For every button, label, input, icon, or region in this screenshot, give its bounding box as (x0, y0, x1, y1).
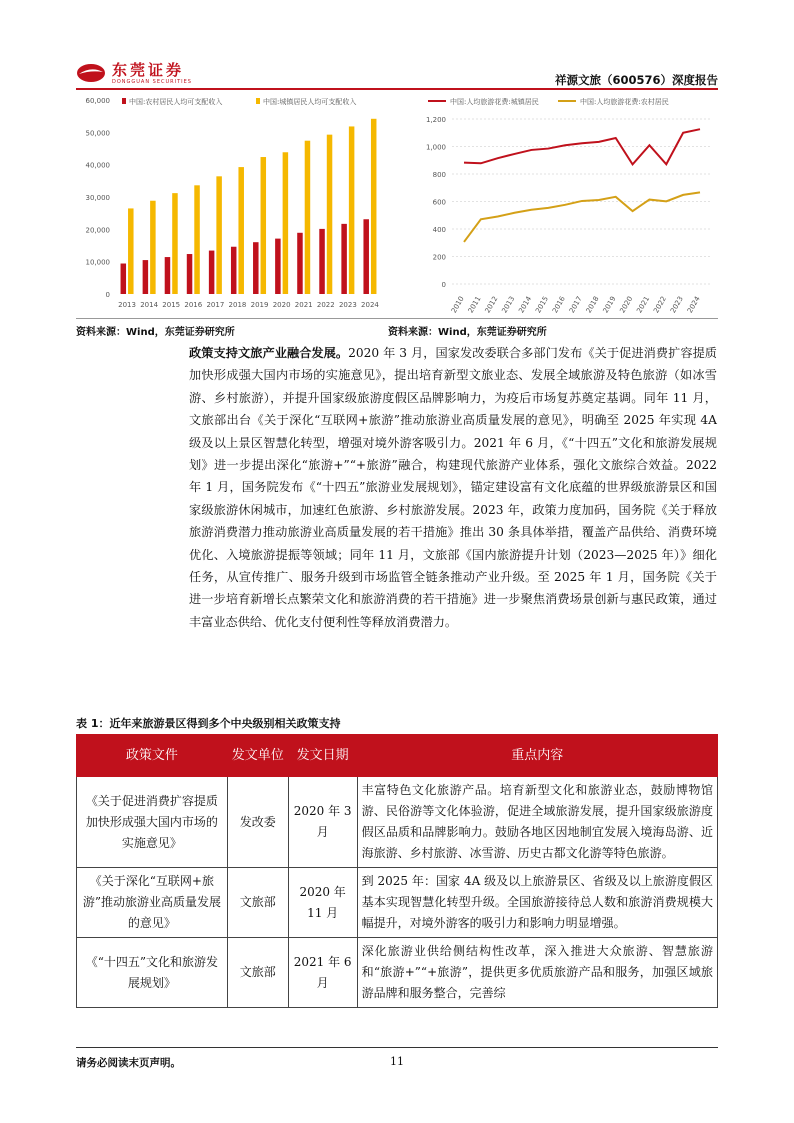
bar-rural (341, 224, 347, 294)
page-number: 11 (390, 1055, 404, 1068)
header-content: 重点内容 (357, 735, 717, 777)
header-date: 发文日期 (288, 735, 357, 777)
page-header (76, 52, 718, 88)
bar-rural (165, 257, 171, 294)
x-tick-label: 2018 (584, 295, 601, 315)
legend-label: 中国:城镇居民人均可支配收入 (263, 98, 357, 106)
bar-rural (319, 229, 325, 294)
x-tick-label: 2022 (652, 295, 669, 315)
x-tick-label: 2015 (162, 301, 181, 309)
x-tick-label: 2015 (534, 295, 551, 315)
y-tick-label: 200 (432, 253, 446, 262)
x-tick-label: 2013 (118, 301, 136, 309)
bar-rural (209, 251, 215, 294)
legend-label: 中国:农村居民人均可支配收入 (129, 98, 223, 106)
y-tick-label: 0 (105, 291, 110, 299)
x-tick-label: 2014 (517, 295, 534, 315)
bar-urban (172, 193, 178, 294)
x-tick-label: 2024 (361, 301, 379, 309)
bar-urban (238, 167, 244, 294)
cell-unit: 文旅部 (227, 938, 288, 1008)
legend-label: 中国:人均旅游花费:农村居民 (580, 98, 669, 106)
x-tick-label: 2013 (500, 295, 517, 315)
x-tick-label: 2011 (466, 295, 483, 315)
bar-rural (297, 233, 303, 294)
x-tick-label: 2023 (338, 301, 357, 309)
cell-content: 到 2025 年：国家 4A 级及以上旅游景区、省级及以上旅游度假区基本实现智慧化转型升级。全国旅游接待总人数和旅游消费规模大幅提升，对境外游客的吸引力和影响力明显增强。 (357, 868, 717, 938)
x-tick-label: 2016 (184, 301, 203, 309)
x-tick-label: 2020 (618, 295, 635, 315)
x-tick-label: 2024 (685, 295, 702, 315)
table-row (77, 777, 718, 868)
footer-divider (76, 1047, 718, 1048)
y-tick-label: 60,000 (85, 97, 110, 105)
header-doc: 政策文件 (77, 735, 228, 777)
source-right: 资料来源：Wind，东莞证券研究所 (388, 327, 547, 338)
line-rural (464, 192, 700, 242)
table-title: 表 1：近年来旅游景区得到多个中央级别相关政策支持 (76, 717, 341, 730)
bar-urban (283, 152, 289, 294)
x-tick-label: 2022 (316, 301, 335, 309)
paragraph-lead: 政策支持文旅产业融合发展。 (189, 346, 349, 360)
y-tick-label: 800 (432, 171, 446, 179)
y-tick-label: 0 (441, 281, 446, 289)
bar-rural (231, 247, 237, 294)
y-tick-label: 1,000 (425, 143, 446, 152)
legend-swatch (256, 98, 260, 104)
cell-content: 丰富特色文化旅游产品。培育新型文化和旅游业态，鼓励博物馆游、民俗游等文化体验游，促进全域旅游发展，提升国家级旅游度假区品质和品牌影响力。鼓励各地区因地制宜发展入境海岛游、近海旅游、乡村旅游、冰雪游、历史古都文化游等特色旅游。 (357, 777, 717, 868)
y-tick-label: 50,000 (85, 129, 110, 138)
cell-unit: 文旅部 (227, 868, 288, 938)
legend-swatch (122, 98, 126, 104)
legend-label: 中国:人均旅游花费:城镇居民 (450, 98, 539, 106)
bar-rural (143, 260, 149, 294)
bar-urban (150, 201, 156, 294)
y-tick-label: 30,000 (85, 194, 110, 202)
cell-date: 2020 年 3 月 (288, 777, 357, 868)
y-tick-label: 40,000 (85, 161, 110, 170)
source-left: 资料来源：Wind，东莞证券研究所 (76, 327, 235, 338)
company-name: 东莞证券 (112, 61, 185, 79)
cell-doc: 《关于促进消费扩容提质加快形成强大国内市场的实施意见》 (77, 777, 228, 868)
cell-content: 深化旅游业供给侧结构性改革，深入推进大众旅游、智慧旅游和“旅游+”“+旅游”，提供更多优质旅游产品和服务，加强区域旅游品牌和服务整合，完善综 (357, 938, 717, 1008)
x-tick-label: 2021 (294, 301, 313, 309)
bar-rural (121, 264, 127, 294)
x-tick-label: 2021 (635, 295, 652, 315)
x-tick-label: 2018 (228, 301, 247, 309)
company-sub: DONGGUAN SECURITIES (112, 79, 192, 85)
header-unit: 发文单位 (227, 735, 288, 777)
x-tick-label: 2019 (250, 301, 269, 309)
bar-urban (261, 157, 267, 294)
cell-date: 2021 年 6 月 (288, 938, 357, 1008)
paragraph-body: 2020 年 3 月，国家发改委联合多部门发布《关于促进消费扩容提质加快形成强大国内市场的实施意见》，提出培育新型文旅业态、发展全域旅游及特色旅游（如冰雪游、乡村旅游），并提升国家级旅游度假区品牌影响力，为疫后市场复苏奠定基调。同年 11 月，文旅部出台《关于深化“互联网+旅游”推动旅游业高质量发展的意见》，明确至 2025 年实现 4A 级及以上景区智慧化转型，增强对境外游客吸引力。2021 年 6 月，《“十四五”文化和旅游发展规划》进一步提出深化“旅游+”“+旅游”融合，构建现代旅游产业体系，强化文旅综合效益。2022 年 1 月，国务院发布《“十四五”旅游业发展规划》，锚定建设富有文化底蕴的世界级旅游景区和国家级旅游休闲城市，加速红色旅游、乡村旅游发展。2023 年，政策力度加码，国务院《关于释放旅游消费潜力推动旅游业高质量发展的若干措施》推出 30 条具体举措，覆盖产品供给、消费环境优化、入境旅游提振等领域；同年 11 月，文旅部《国内旅游提升计划（2023—2025 年）》细化任务，从宣传推广、服务升级到市场监管全链条推动产业升级。至 2025 年 1 月，国务院《关于进一步培育新增长点繁荣文化和旅游消费的若干措施》进一步聚焦消费场景创新与惠民政策，通过丰富业态供给、优化支付便利性等释放消费潜力。 (189, 346, 717, 629)
bar-rural (253, 242, 259, 294)
travel-spend-line-chart (420, 92, 718, 322)
table-row (77, 868, 718, 938)
x-tick-label: 2019 (601, 295, 618, 315)
bar-rural (275, 239, 281, 294)
y-tick-label: 400 (432, 226, 446, 234)
table-header-row (77, 735, 718, 777)
x-tick-label: 2012 (483, 295, 500, 315)
bar-urban (216, 176, 222, 294)
x-tick-label: 2016 (551, 295, 567, 315)
income-chart-svg (76, 92, 386, 318)
policy-table (76, 734, 718, 1008)
x-tick-label: 2010 (449, 295, 466, 315)
travel-chart-svg (420, 92, 718, 318)
x-tick-label: 2023 (669, 295, 685, 315)
bar-urban (349, 126, 355, 294)
cell-date: 2020 年 11 月 (288, 868, 357, 938)
bar-urban (371, 119, 377, 294)
cell-unit: 发改委 (227, 777, 288, 868)
x-tick-label: 2014 (140, 301, 159, 309)
x-tick-label: 2017 (567, 295, 584, 315)
header-divider (76, 88, 718, 90)
x-tick-label: 2020 (272, 301, 291, 309)
x-tick-label: 2017 (206, 301, 225, 309)
cell-doc: 《关于深化“互联网+旅游”推动旅游业高质量发展的意见》 (77, 868, 228, 938)
footer-note: 请务必阅读末页声明。 (76, 1057, 181, 1069)
policy-paragraph (189, 342, 717, 633)
bar-urban (194, 185, 200, 294)
source-divider (76, 318, 718, 319)
bar-urban (327, 135, 333, 294)
y-tick-label: 1,200 (425, 116, 446, 124)
bar-urban (128, 208, 134, 294)
bar-rural (363, 219, 369, 294)
bar-urban (305, 141, 311, 294)
y-tick-label: 20,000 (85, 226, 110, 235)
income-bar-chart (76, 92, 386, 322)
company-logo (76, 60, 192, 85)
bar-rural (187, 254, 193, 294)
y-tick-label: 600 (432, 198, 446, 207)
table-row (77, 938, 718, 1008)
y-tick-label: 10,000 (85, 258, 110, 267)
logo-mark-icon (76, 63, 106, 83)
report-title: 祥源文旅（600576）深度报告 (554, 73, 718, 87)
cell-doc: 《“十四五”文化和旅游发展规划》 (77, 938, 228, 1008)
